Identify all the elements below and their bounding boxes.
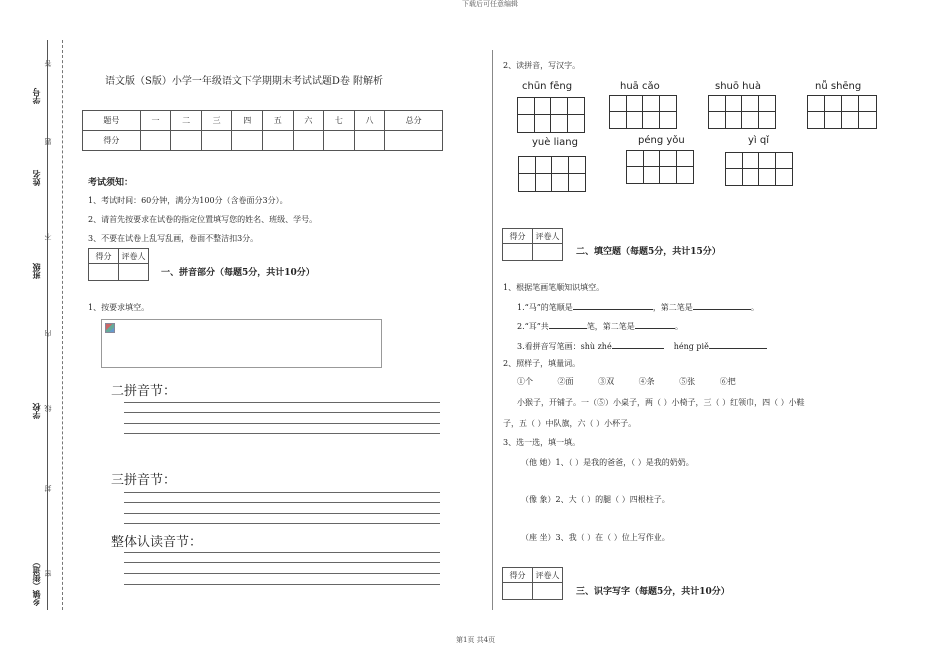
pinyin-label: shuō huà: [715, 81, 761, 92]
pinyin-label: péng yǒu: [638, 135, 685, 146]
notice-item: 3、不要在试卷上乱写乱画，卷面不整洁扣3分。: [88, 234, 259, 243]
stroke-count-er: 2.“耳”共 笔，第二笔是 。: [517, 322, 683, 331]
notice-item: 1、考试时间：60分钟，满分为100分（含卷面分3分）。: [88, 196, 288, 205]
question-1: 1、按要求填空。: [88, 303, 150, 312]
pinyin-label: nǚ shēng: [815, 81, 862, 92]
two-syllable-label: 二拼音节：: [111, 384, 177, 399]
writing-grid: [626, 150, 694, 184]
scorer-box: 得分 评卷人: [502, 228, 563, 261]
writing-grid: [708, 95, 776, 129]
notice-heading: 考试须知：: [88, 178, 134, 188]
writing-grid: [609, 95, 677, 129]
score-table: 题号 一 二 三 四 五 六 七 八 总分 得分: [82, 110, 443, 151]
choose-fill: （他 她）1、（ ）是我的爸爸，（ ）是我的奶奶。: [521, 458, 694, 467]
stroke-order-ma: 1.“马”的笔顺是 ，第二笔是 。: [517, 303, 759, 312]
broken-image-icon: [105, 323, 115, 333]
measure-word-options: ①个 ②面 ③双 ④条 ⑤张 ⑥把: [517, 377, 736, 386]
fill-question-3: 3、选一选，填一填。: [503, 438, 581, 447]
scorer-box: 得分 评卷人: [502, 567, 563, 600]
choose-fill: （像 象）2、大（ ）的腿（ ）四根柱子。: [521, 495, 670, 504]
school-label: 学校: [31, 403, 41, 419]
header-note: 下载后可任意编辑: [462, 0, 518, 8]
writing-grid: [517, 97, 585, 133]
whole-syllable-label: 整体认读音节：: [111, 535, 203, 550]
choose-fill: （座 坐）3、我（ ）在（ ）位上写作业。: [521, 533, 670, 542]
section1-title: 一、拼音部分（每题5分，共计10分）: [161, 268, 315, 278]
pinyin-label: yuè liang: [532, 137, 578, 148]
question-2: 2、读拼音，写汉字。: [503, 61, 581, 70]
township-label: 乡镇（街道）: [31, 558, 41, 606]
fill-question-2: 2、照样子，填量词。: [503, 359, 581, 368]
writing-grid: [725, 152, 793, 186]
notice-item: 2、请首先按要求在试卷的指定位置填写您的姓名、班级、学号。: [88, 215, 318, 224]
measure-word-fill: 小猴子，开铺子。一（⑤）小桌子，两（ ）小椅子，三（ ）红领巾，四（ ）小鞋: [517, 398, 805, 407]
column-divider: [492, 50, 493, 610]
three-syllable-label: 三拼音节：: [111, 473, 177, 488]
image-placeholder: [101, 319, 382, 368]
pinyin-label: yì qǐ: [748, 135, 770, 146]
writing-grid: [518, 156, 586, 192]
scorer-box: 得分 评卷人: [88, 248, 149, 281]
section3-title: 三、识字写字（每题5分，共计10分）: [576, 587, 730, 597]
stroke-pinyin: 3.看拼音写笔画：shù zhé héng piě: [517, 340, 767, 352]
name-label: 姓名: [31, 170, 41, 186]
measure-word-fill: 子，五（ ）中队旗，六（ ）小杯子。: [503, 419, 637, 428]
writing-grid: [807, 95, 877, 129]
pinyin-label: huā cǎo: [620, 81, 660, 92]
class-label: 班级: [31, 263, 41, 279]
pinyin-label: chūn fēng: [522, 81, 573, 92]
student-id-label: 学号: [31, 88, 41, 104]
section2-title: 二、填空题（每题5分，共计15分）: [576, 247, 721, 257]
exam-title: 语文版（S版）小学一年级语文下学期期末考试试题D卷 附解析: [105, 76, 384, 87]
fill-question-1: 1、根据笔画笔顺知识填空。: [503, 283, 605, 292]
page-footer: 第1页 共4页: [456, 636, 496, 644]
